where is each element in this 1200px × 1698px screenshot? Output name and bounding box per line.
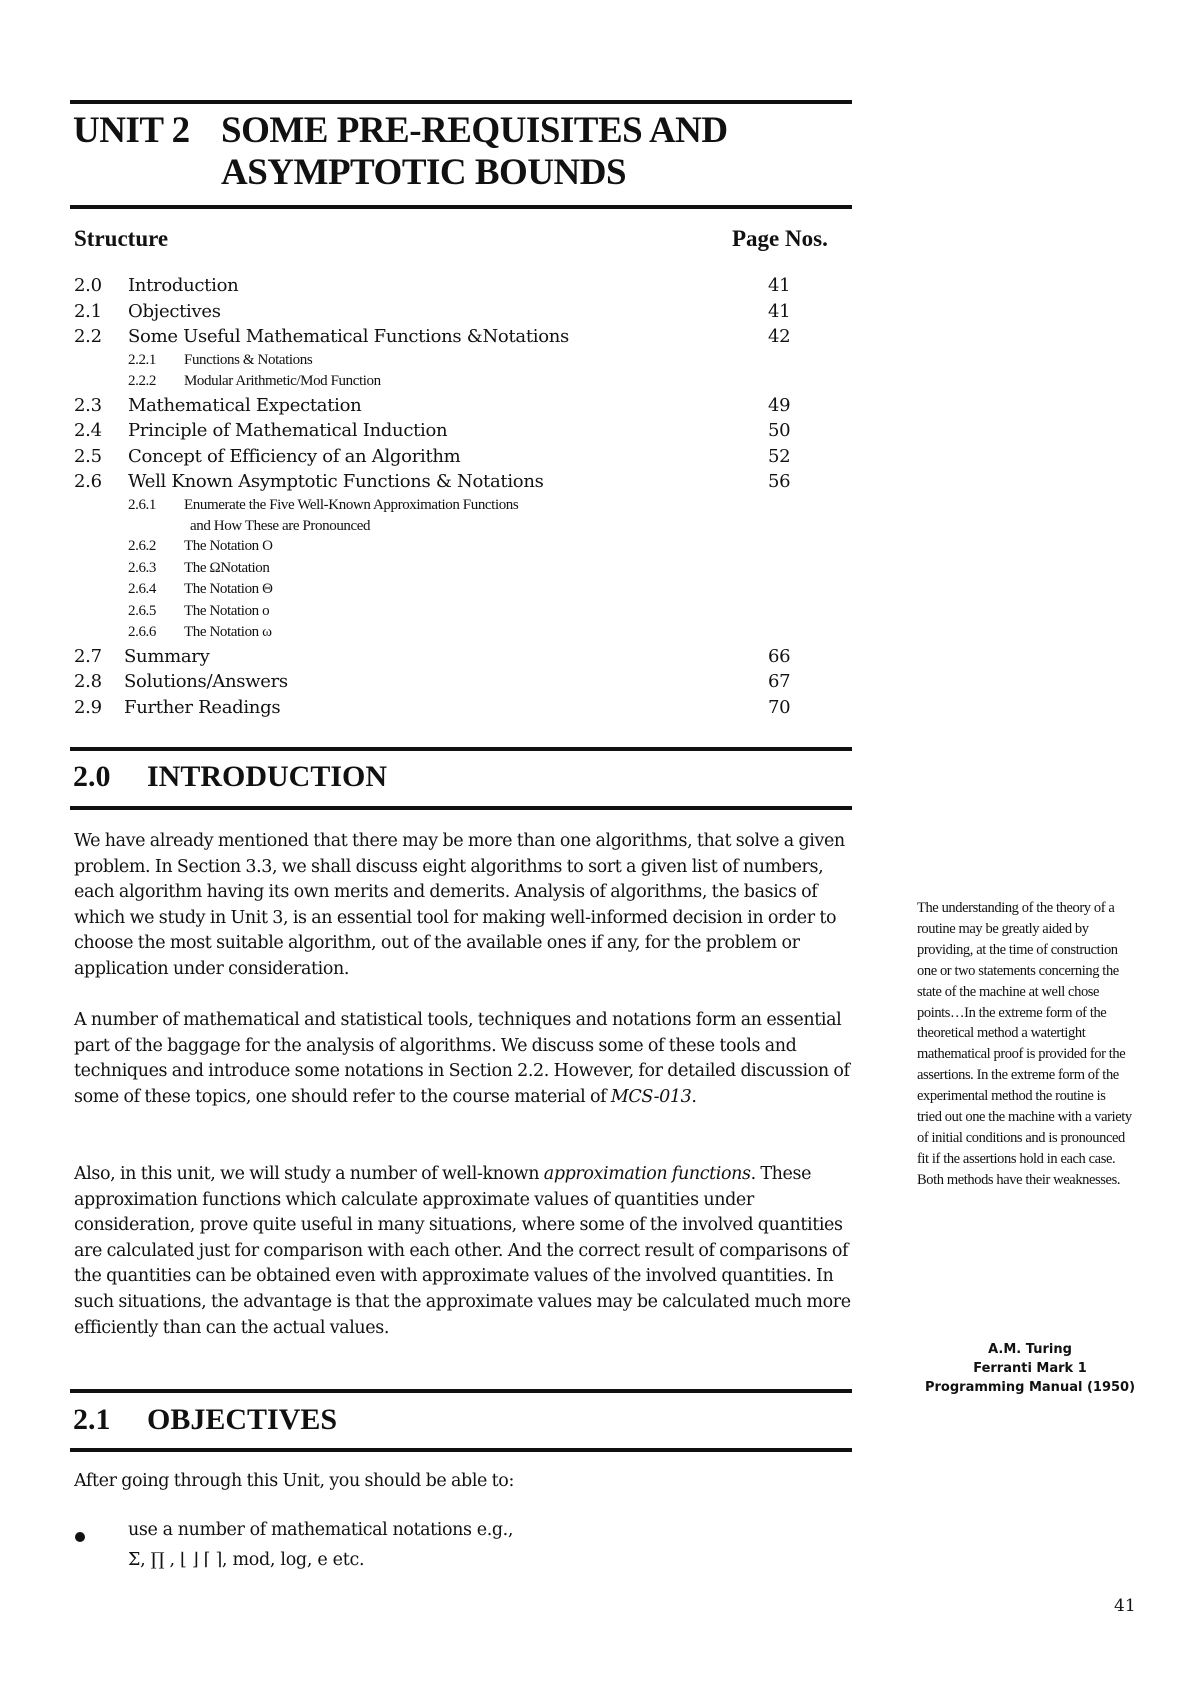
toc-title: Principle of Mathematical Induction [128,420,448,441]
quote-author: A.M. Turing [988,1342,1072,1357]
toc-entry-2-9 [74,695,794,721]
toc-entry-2-0 [74,273,794,299]
toc-number: 2.6.6 [128,624,157,640]
quote-source-detail: Programming Manual (1950) [924,1380,1136,1395]
toc-number: 2.9 [74,696,102,718]
intro-top-rule [70,747,852,751]
toc-subentry-2-6-2 [74,536,794,558]
toc-subentry-2-6-5 [74,601,794,623]
unit-number: UNIT 2 [73,110,190,151]
toc-title: Concept of Efficiency of an Algorithm [128,445,461,467]
objectives-intro: After going through this Unit, you should be able to: [74,1471,514,1491]
top-rule [70,100,852,104]
objectives-top-rule [70,1389,852,1393]
toc-page: 70 [768,696,791,718]
toc-number: 2.2 [74,326,102,347]
toc-page: 41 [768,300,791,322]
introduction-paragraph-2-text: A number of mathematical and statistical tools, techniques and notations form an essential part of the baggage for the analysis of algorithms. We discuss some of these tools and techniques and introduce some notations in Section 2.2. However, for detailed discussion of some of these topics, one should refer to the course material of [74,1010,850,1107]
toc-entry-2-7 [74,644,794,670]
toc-entry-2-1 [74,299,794,325]
toc-entry-2-8 [74,669,794,695]
objectives-bottom-rule [70,1448,852,1452]
toc-number: 2.6.3 [128,559,157,576]
unit-title-line2: ASYMPTOTIC BOUNDS [221,152,627,193]
toc-title: Solutions/Answers [124,671,288,692]
toc-entry-2-6 [74,469,794,495]
toc-title: Mathematical Expectation [128,394,362,416]
course-code: MCS-013 [610,1086,692,1107]
introduction-paragraph-3-rest: . These approximation functions which calculate approximate values of quantities under consideration, prove quite useful in many situations, where some of the involved quantities are calculated just for comparison with each other. And the correct result of comparisons of the quantities can be obtained even with approximate values of the involved quantities. In such situations, the advantage is that the approximate values may be calculated much more efficiently than can the actual values. [74,1164,851,1338]
toc-page: 52 [768,445,791,467]
toc-title: Well Known Asymptotic Functions & Notations [128,471,544,492]
quote-source: Ferranti Mark 1 [973,1361,1087,1376]
toc-title: Introduction [128,275,239,296]
toc-page: 67 [768,671,791,692]
unit-title-line1: SOME PRE-REQUISITES AND [221,110,728,151]
structure-heading: Structure [74,226,169,251]
toc-entry-2-5 [74,444,794,470]
toc-title: The Notation O [184,538,273,554]
toc-title-continued: and How These are Pronounced [190,518,371,534]
toc-title: Functions & Notations [184,351,313,368]
toc-number: 2.3 [74,394,102,416]
toc-subentry-2-6-3 [74,558,794,580]
intro-bottom-rule [70,806,852,810]
toc-entry-2-2 [74,324,794,350]
toc-entry-2-4 [74,418,794,444]
toc-title: The ΩNotation [184,559,270,576]
introduction-paragraph-3-start: Also, in this unit, we will study a number of well-known [74,1164,540,1184]
toc-number: 2.7 [74,645,102,667]
toc-title: Enumerate the Five Well-Known Approximation Functions [184,496,519,513]
toc-number: 2.1 [74,300,102,322]
toc-subentry-2-6-4 [74,579,794,601]
bullet-icon [75,1532,85,1542]
introduction-number: 2.0 [73,760,111,793]
toc-page: 50 [768,420,791,441]
objectives-heading [73,1403,337,1437]
toc-title: Objectives [128,300,221,322]
toc-number: 2.2.1 [128,351,157,368]
table-of-contents [74,273,794,720]
toc-number: 2.6.4 [128,581,157,597]
toc-title: Some Useful Mathematical Functions &Notations [128,326,569,347]
toc-title: Modular Arithmetic/Mod Function [184,373,381,389]
toc-page: 66 [768,645,791,667]
toc-title: The Notation o [184,602,270,619]
objectives-number: 2.1 [73,1403,111,1436]
page-number: 41 [1114,1596,1136,1616]
toc-page: 49 [768,394,791,416]
toc-number: 2.4 [74,420,102,441]
toc-page: 42 [768,326,791,347]
toc-subentry-2-2-1 [74,350,794,372]
toc-number: 2.6.2 [128,538,157,554]
toc-title: The Notation ω [184,624,272,640]
toc-number: 2.6.1 [128,496,157,513]
approximation-functions-term: approximation functions [543,1164,751,1184]
toc-number: 2.0 [74,275,102,296]
sidebar-quote: The understanding of the theory of a routine may be greatly aided by providing, at the time of construction one or two statements concerning the state of the machine at well chose points…In the extreme form of the theoretical method a watertight mathematical proof is provided for the assertions. In the extreme form of the experimental method the routine is tried out one the machine with a variety of initial conditions and is pronounced fit if the assertions hold in each case. Both methods have their weaknesses. [917,900,1132,1188]
toc-number: 2.6 [74,471,102,492]
introduction-title: INTRODUCTION [147,760,388,793]
toc-subentry-2-2-2 [74,371,794,393]
toc-subentry-2-6-1 [74,495,794,517]
toc-page: 56 [768,471,791,492]
toc-number: 2.2.2 [128,373,157,389]
introduction-paragraph-1: We have already mentioned that there may be more than one algorithms, that solve a given problem. In Section 3.3, we shall discuss eight algorithms to sort a given list of numbers, each algorithm having its own merits and demerits. Analysis of algorithms, the basics of which we study in Unit 3, is an essential tool for making well-informed decision in order to choose the most suitable algorithm, out of the available ones if any, for the problem or application under consideration. [74,831,845,979]
toc-subentry-2-6-1-continued [74,516,794,536]
toc-entry-2-3 [74,393,794,419]
objective-bullet-1-symbols: Σ, ∏ , ⌊ ⌋ ⌈ ⌉, mod, log, e etc. [128,1550,365,1570]
introduction-paragraph-3 [74,1162,854,1341]
toc-page: 41 [768,275,791,296]
title-bottom-rule [70,205,852,209]
introduction-paragraph-2 [74,1008,854,1110]
introduction-paragraph-2-end: . [691,1086,697,1107]
quote-attribution [905,1340,1155,1397]
unit-title [73,110,728,194]
toc-title: Further Readings [124,696,281,718]
objectives-title: OBJECTIVES [147,1403,338,1436]
toc-title: Summary [124,645,210,667]
page-nos-heading: Page Nos. [732,226,828,251]
toc-number: 2.8 [74,671,102,692]
toc-number: 2.6.5 [128,602,157,619]
introduction-heading [73,760,387,794]
toc-number: 2.5 [74,445,102,467]
toc-subentry-2-6-6 [74,622,794,644]
objective-bullet-1: use a number of mathematical notations e.g., [128,1520,514,1540]
toc-title: The Notation Θ [184,581,273,597]
